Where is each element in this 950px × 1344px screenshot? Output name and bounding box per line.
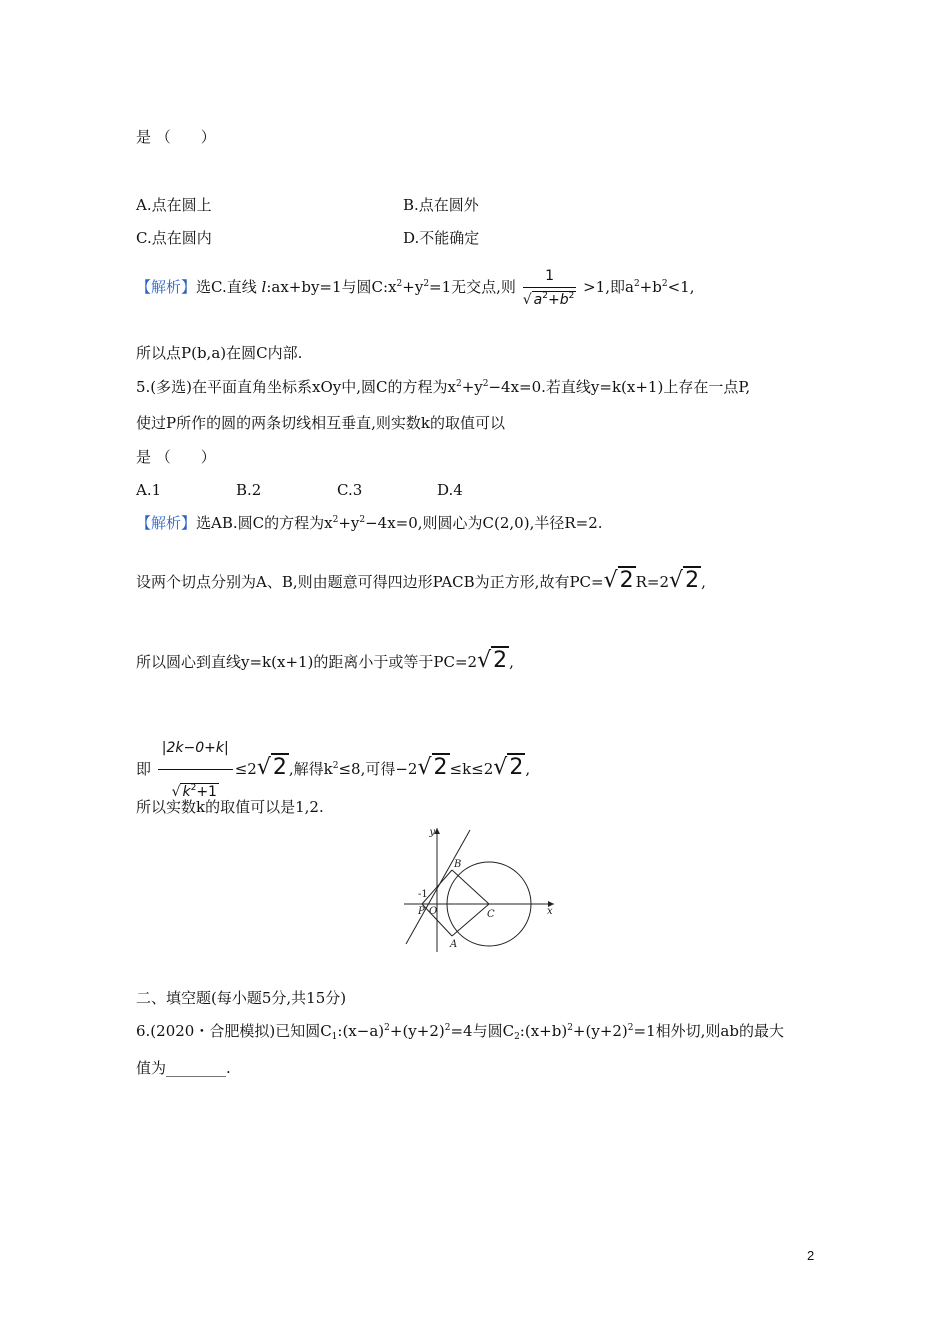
label-minus1: -1 [418,889,428,900]
q5-stem-line3: 是 （ ） [136,448,216,466]
analysis-tag: 【解析】 [136,514,197,532]
label-a: A [450,939,458,950]
q4-stem-tail: 是 （ ） [136,128,216,146]
sqrt-two: √2 [477,648,508,673]
distance-fraction: $\frac{|2k-0+k|}{√ k^2+1}$ [158,728,233,812]
sqrt-two: √2 [603,568,634,593]
q5-option-d: D.4 [437,481,463,499]
q5-option-a: A.1 [136,481,162,499]
q5-analysis-line1: 【解析】选AB.圆C的方程为$x^2+y^2-4x=0$,则圆心为C(2,0),半径R=2. [136,514,603,532]
label-y: y [429,827,435,838]
q5-stem-line1: 5.(多选)在平面直角坐标系xOy中,圆C的方程为$x^2+y^2-4x=0$.若直线y=k(x+1)上存在一点P, [136,378,751,396]
q4-option-d: D.不能确定 [403,229,480,247]
label-x: x [547,906,553,917]
label-o: O [429,906,438,917]
q4-option-a: A.点在圆上 [136,196,212,214]
page-number: 2 [807,1248,815,1263]
label-b: B [454,859,462,870]
section-heading: 二、填空题(每小题5分,共15分) [136,989,347,1007]
q4-conclusion: 所以点P(b,a)在圆C内部. [136,344,303,362]
q6-stem-line2: 值为________. [136,1059,231,1077]
line-pb [406,830,470,944]
q5-analysis-line4: 即 $\frac{|2k-0+k|}{√ k^2+1}$ ≤2√2 ,解得$k^2\le 8$,可得−2√2 ≤k≤2√2 , [136,728,530,812]
q5-analysis-line2: 设两个切点分别为A、B,则由题意可得四边形PACB为正方形,故有PC=√2 R=2√2 , [136,568,706,593]
q4-analysis: 【解析】选C.直线 l:ax+by=1与圆$C:x^2+y^2=1$无交点,则 $\frac{1}{√ a^2+b^2}$ >1,即$a^2+b^2<1$, [136,268,695,308]
fraction-one-over-sqrt: $\frac{1}{√ a^2+b^2}$ [522,268,575,308]
q5-analysis-line5: 所以实数k的取值可以是1,2. [136,798,324,816]
analysis-tag: 【解析】 [136,278,197,296]
label-c: C [487,909,495,920]
q4-option-c: C.点在圆内 [136,229,212,247]
q4-option-b: B.点在圆外 [403,196,479,214]
sqrt-two: √2 [669,568,700,593]
q5-option-c: C.3 [337,481,363,499]
q6-stem-line1: 6.(2020・合肥模拟)已知圆$C_1:(x-a)^2+(y+2)^2=4$与圆$C_2:(x+b)^2+(y+2)^2=1$相外切,则ab的最大 [136,1022,784,1042]
label-p: P [418,906,425,917]
q5-analysis-line3: 所以圆心到直线y=k(x+1)的距离小于或等于PC=2√2 , [136,648,514,673]
geometry-figure [404,824,564,954]
segment-ac [452,904,489,936]
q5-option-b: B.2 [236,481,262,499]
segment-bc [452,870,489,904]
q5-stem-line2: 使过P所作的圆的两条切线相互垂直,则实数k的取值可以 [136,414,505,432]
